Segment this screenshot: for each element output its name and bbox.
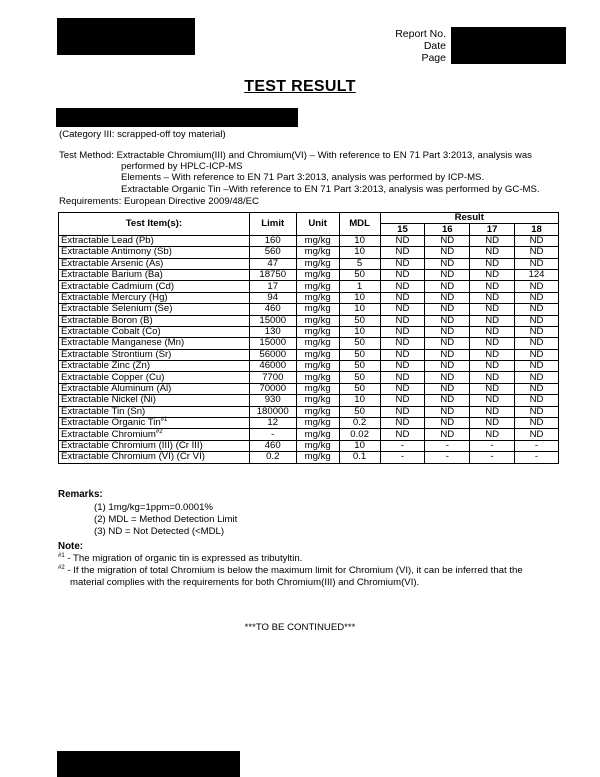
mdl-cell: 50 bbox=[339, 372, 380, 383]
result-cell: ND bbox=[425, 235, 470, 246]
note-2-continuation: material complies with the requirements for both Chromium(III) and Chromium(VI). bbox=[70, 577, 420, 588]
result-cell: - bbox=[470, 452, 515, 463]
mdl-cell: 10 bbox=[339, 235, 380, 246]
footer-redacted bbox=[57, 751, 240, 777]
mdl-cell: 50 bbox=[339, 406, 380, 417]
result-cell: ND bbox=[470, 235, 515, 246]
test-item-name: Extractable Manganese (Mn) bbox=[61, 337, 185, 349]
test-item-name: Extractable Tin (Sn) bbox=[61, 405, 146, 417]
table-row bbox=[59, 406, 559, 417]
limit-cell: 560 bbox=[249, 247, 296, 258]
note-2-text: - If the migration of total Chromium is below the maximum limit for Chromium (VI), it can be inferred that the bbox=[64, 565, 523, 576]
company-logo-redacted bbox=[57, 18, 195, 55]
page-title: TEST RESULT bbox=[244, 78, 356, 95]
date-row bbox=[370, 40, 460, 52]
result-cell: ND bbox=[515, 349, 559, 360]
page-label: Page bbox=[421, 52, 446, 64]
remarks-title: Remarks: bbox=[58, 489, 103, 500]
limit-cell: 12 bbox=[249, 418, 296, 429]
limit-cell: 160 bbox=[249, 235, 296, 246]
test-item-name: Extractable Boron (B) bbox=[61, 314, 153, 326]
test-item-cell bbox=[59, 258, 250, 269]
mdl-cell: 50 bbox=[339, 361, 380, 372]
mdl-cell: 10 bbox=[339, 304, 380, 315]
test-item-cell bbox=[59, 440, 250, 451]
header-sample-17: 17 bbox=[470, 224, 515, 235]
mdl-cell: 1 bbox=[339, 281, 380, 292]
unit-cell: mg/kg bbox=[296, 235, 339, 246]
result-cell: ND bbox=[425, 338, 470, 349]
result-cell: ND bbox=[380, 395, 425, 406]
remark-item: (3) ND = Not Detected (<MDL) bbox=[94, 526, 225, 537]
note-2-mark: #2 bbox=[58, 564, 65, 571]
limit-cell: 56000 bbox=[249, 349, 296, 360]
mdl-cell: 10 bbox=[339, 247, 380, 258]
mdl-cell: 10 bbox=[339, 326, 380, 337]
result-cell: - bbox=[515, 452, 559, 463]
unit-cell: mg/kg bbox=[296, 361, 339, 372]
date-label: Date bbox=[423, 40, 446, 52]
test-item-name: Extractable Organic Tin bbox=[61, 417, 161, 429]
result-cell: ND bbox=[380, 383, 425, 394]
test-item-name: Extractable Arsenic (As) bbox=[61, 257, 164, 269]
limit-cell: - bbox=[249, 429, 296, 440]
limit-cell: 47 bbox=[249, 258, 296, 269]
table-row bbox=[59, 281, 559, 292]
test-item-cell bbox=[59, 338, 250, 349]
table-row bbox=[59, 395, 559, 406]
header-limit: Limit bbox=[249, 213, 296, 236]
test-item-cell bbox=[59, 247, 250, 258]
limit-cell: 70000 bbox=[249, 383, 296, 394]
category-text: (Category III: scrapped-off toy material) bbox=[59, 129, 226, 140]
result-cell: ND bbox=[515, 258, 559, 269]
note-title: Note: bbox=[58, 541, 84, 552]
result-cell: ND bbox=[425, 315, 470, 326]
report-no-label: Report No. bbox=[395, 28, 446, 40]
results-table bbox=[58, 212, 559, 464]
mdl-cell: 5 bbox=[339, 258, 380, 269]
result-cell: ND bbox=[470, 372, 515, 383]
limit-cell: 94 bbox=[249, 292, 296, 303]
test-item-name: Extractable Lead (Pb) bbox=[61, 234, 154, 246]
result-cell: ND bbox=[470, 315, 515, 326]
limit-cell: 460 bbox=[249, 304, 296, 315]
header-sample-16: 16 bbox=[425, 224, 470, 235]
test-item-name: Extractable Chromium (III) (Cr III) bbox=[61, 440, 203, 451]
table-row bbox=[59, 315, 559, 326]
result-cell: ND bbox=[470, 406, 515, 417]
footnote-mark: #2 bbox=[155, 428, 163, 435]
test-item-cell bbox=[59, 326, 250, 337]
result-cell: ND bbox=[470, 304, 515, 315]
unit-cell: mg/kg bbox=[296, 440, 339, 451]
test-item-name: Extractable Mercury (Hg) bbox=[61, 291, 168, 303]
test-item-name: Extractable Nickel (Ni) bbox=[61, 394, 156, 406]
test-item-cell bbox=[59, 383, 250, 394]
table-row bbox=[59, 349, 559, 360]
report-no-row bbox=[370, 28, 460, 40]
result-cell: ND bbox=[515, 235, 559, 246]
test-item-name: Extractable Zinc (Zn) bbox=[61, 360, 151, 372]
result-cell: - bbox=[470, 440, 515, 451]
result-cell: ND bbox=[515, 315, 559, 326]
result-cell: ND bbox=[470, 361, 515, 372]
result-cell: ND bbox=[470, 418, 515, 429]
result-cell: ND bbox=[470, 269, 515, 280]
result-cell: ND bbox=[470, 383, 515, 394]
result-cell: ND bbox=[380, 315, 425, 326]
mdl-cell: 0.02 bbox=[339, 429, 380, 440]
result-cell: ND bbox=[515, 292, 559, 303]
unit-cell: mg/kg bbox=[296, 247, 339, 258]
result-cell: ND bbox=[380, 349, 425, 360]
table-row bbox=[59, 338, 559, 349]
result-cell: ND bbox=[380, 304, 425, 315]
report-meta bbox=[370, 28, 460, 64]
limit-cell: 130 bbox=[249, 326, 296, 337]
mdl-cell: 0.2 bbox=[339, 418, 380, 429]
table-row bbox=[59, 292, 559, 303]
test-item-cell bbox=[59, 452, 250, 463]
limit-cell: 180000 bbox=[249, 406, 296, 417]
mdl-cell: 10 bbox=[339, 440, 380, 451]
test-item-cell bbox=[59, 235, 250, 246]
result-cell: ND bbox=[470, 326, 515, 337]
result-cell: ND bbox=[470, 258, 515, 269]
mdl-cell: 10 bbox=[339, 292, 380, 303]
mdl-cell: 50 bbox=[339, 349, 380, 360]
test-item-name: Extractable Copper (Cu) bbox=[61, 371, 165, 383]
limit-cell: 0.2 bbox=[249, 452, 296, 463]
header-unit: Unit bbox=[296, 213, 339, 236]
result-cell: ND bbox=[425, 383, 470, 394]
result-cell: ND bbox=[380, 338, 425, 349]
unit-cell: mg/kg bbox=[296, 338, 339, 349]
result-cell: ND bbox=[470, 338, 515, 349]
limit-cell: 15000 bbox=[249, 315, 296, 326]
result-cell: ND bbox=[380, 258, 425, 269]
unit-cell: mg/kg bbox=[296, 406, 339, 417]
unit-cell: mg/kg bbox=[296, 429, 339, 440]
test-item-cell bbox=[59, 269, 250, 280]
test-item-cell bbox=[59, 349, 250, 360]
table-row bbox=[59, 361, 559, 372]
result-cell: ND bbox=[380, 429, 425, 440]
test-item-cell bbox=[59, 292, 250, 303]
limit-cell: 18750 bbox=[249, 269, 296, 280]
result-cell: - bbox=[425, 452, 470, 463]
result-cell: ND bbox=[515, 372, 559, 383]
unit-cell: mg/kg bbox=[296, 372, 339, 383]
result-cell: - bbox=[380, 452, 425, 463]
result-cell: ND bbox=[470, 292, 515, 303]
unit-cell: mg/kg bbox=[296, 292, 339, 303]
result-cell: ND bbox=[380, 418, 425, 429]
mdl-cell: 50 bbox=[339, 269, 380, 280]
test-item-cell bbox=[59, 315, 250, 326]
header-test-item: Test Item(s): bbox=[59, 213, 250, 236]
header-sample-15: 15 bbox=[380, 224, 425, 235]
result-cell: - bbox=[380, 440, 425, 451]
mdl-cell: 50 bbox=[339, 315, 380, 326]
report-info-redacted bbox=[451, 27, 566, 64]
result-cell: ND bbox=[515, 418, 559, 429]
limit-cell: 930 bbox=[249, 395, 296, 406]
limit-cell: 46000 bbox=[249, 361, 296, 372]
remark-item: (2) MDL = Method Detection Limit bbox=[94, 514, 238, 525]
test-item-cell bbox=[59, 304, 250, 315]
limit-cell: 15000 bbox=[249, 338, 296, 349]
table-row bbox=[59, 247, 559, 258]
result-cell: ND bbox=[380, 292, 425, 303]
note-1 bbox=[58, 553, 302, 565]
result-cell: ND bbox=[470, 349, 515, 360]
result-cell: - bbox=[515, 440, 559, 451]
test-item-cell bbox=[59, 406, 250, 417]
result-cell: ND bbox=[515, 304, 559, 315]
results-body bbox=[59, 235, 559, 463]
result-cell: ND bbox=[380, 235, 425, 246]
table-row bbox=[59, 235, 559, 246]
result-cell: ND bbox=[515, 247, 559, 258]
unit-cell: mg/kg bbox=[296, 281, 339, 292]
mdl-cell: 50 bbox=[339, 338, 380, 349]
result-cell: ND bbox=[425, 349, 470, 360]
unit-cell: mg/kg bbox=[296, 258, 339, 269]
test-item-name: Extractable Chromium (VI) (Cr VI) bbox=[61, 451, 205, 463]
limit-cell: 7700 bbox=[249, 372, 296, 383]
header-result: Result bbox=[380, 213, 558, 224]
test-item-name: Extractable Cobalt (Co) bbox=[61, 326, 161, 338]
table-row bbox=[59, 383, 559, 394]
continued-text: ***TO BE CONTINUED*** bbox=[244, 622, 356, 633]
test-method-line-3: Elements – With reference to EN 71 Part 3:2013, analysis was performed by ICP-MS. bbox=[121, 172, 485, 183]
result-cell: 124 bbox=[515, 269, 559, 280]
table-row bbox=[59, 452, 559, 463]
result-cell: ND bbox=[425, 247, 470, 258]
note-1-text: - The migration of organic tin is expressed as tributyltin. bbox=[64, 553, 303, 564]
header-mdl: MDL bbox=[339, 213, 380, 236]
result-cell: ND bbox=[470, 429, 515, 440]
result-cell: ND bbox=[380, 361, 425, 372]
note-1-mark: #1 bbox=[58, 552, 65, 559]
mdl-cell: 50 bbox=[339, 383, 380, 394]
result-cell: ND bbox=[515, 395, 559, 406]
unit-cell: mg/kg bbox=[296, 395, 339, 406]
table-row bbox=[59, 326, 559, 337]
test-item-cell bbox=[59, 281, 250, 292]
test-item-name: Extractable Selenium (Se) bbox=[61, 303, 173, 315]
table-row bbox=[59, 418, 559, 429]
remark-item: (1) 1mg/kg=1ppm=0.0001% bbox=[94, 502, 213, 513]
test-method-line-4: Extractable Organic Tin –With reference to EN 71 Part 3:2013, analysis was performed by GC-MS. bbox=[121, 184, 540, 195]
result-cell: ND bbox=[425, 304, 470, 315]
result-cell: ND bbox=[515, 429, 559, 440]
unit-cell: mg/kg bbox=[296, 452, 339, 463]
unit-cell: mg/kg bbox=[296, 269, 339, 280]
result-cell: ND bbox=[425, 418, 470, 429]
header-sample-18: 18 bbox=[515, 224, 559, 235]
result-cell: ND bbox=[515, 281, 559, 292]
table-row bbox=[59, 429, 559, 440]
result-cell: ND bbox=[380, 406, 425, 417]
test-item-name: Extractable Chromium bbox=[61, 428, 156, 440]
test-method-line-2: performed by HPLC-ICP-MS bbox=[121, 161, 243, 172]
unit-cell: mg/kg bbox=[296, 383, 339, 394]
test-item-name: Extractable Antimony (Sb) bbox=[61, 246, 172, 258]
test-item-name: Extractable Cadmium (Cd) bbox=[61, 280, 175, 292]
result-cell: ND bbox=[470, 247, 515, 258]
test-item-name: Extractable Strontium (Sr) bbox=[61, 348, 172, 360]
result-cell: ND bbox=[515, 383, 559, 394]
result-cell: ND bbox=[425, 326, 470, 337]
result-cell: ND bbox=[425, 269, 470, 280]
result-cell: ND bbox=[425, 258, 470, 269]
note-2 bbox=[58, 565, 523, 577]
result-cell: ND bbox=[380, 372, 425, 383]
result-cell: ND bbox=[380, 281, 425, 292]
result-cell: ND bbox=[515, 326, 559, 337]
unit-cell: mg/kg bbox=[296, 326, 339, 337]
result-cell: ND bbox=[425, 281, 470, 292]
result-cell: ND bbox=[515, 338, 559, 349]
result-cell: ND bbox=[425, 361, 470, 372]
mdl-cell: 10 bbox=[339, 395, 380, 406]
result-cell: ND bbox=[380, 247, 425, 258]
result-cell: ND bbox=[380, 326, 425, 337]
result-cell: ND bbox=[425, 429, 470, 440]
result-cell: ND bbox=[515, 406, 559, 417]
table-row bbox=[59, 258, 559, 269]
result-cell: ND bbox=[515, 361, 559, 372]
result-cell: ND bbox=[380, 269, 425, 280]
sample-name-redacted bbox=[56, 108, 298, 127]
test-item-cell bbox=[59, 429, 250, 440]
test-item-name: Extractable Barium (Ba) bbox=[61, 269, 163, 281]
result-cell: ND bbox=[470, 395, 515, 406]
unit-cell: mg/kg bbox=[296, 304, 339, 315]
mdl-cell: 0.1 bbox=[339, 452, 380, 463]
unit-cell: mg/kg bbox=[296, 315, 339, 326]
page-row bbox=[370, 52, 460, 64]
result-cell: ND bbox=[425, 292, 470, 303]
limit-cell: 17 bbox=[249, 281, 296, 292]
footnote-mark: #1 bbox=[160, 417, 168, 424]
test-item-cell bbox=[59, 372, 250, 383]
test-item-name: Extractable Aluminum (Al) bbox=[61, 383, 172, 395]
table-row bbox=[59, 372, 559, 383]
result-cell: ND bbox=[425, 372, 470, 383]
test-method-line-1: Test Method: Extractable Chromium(III) and Chromium(VI) – With reference to EN 71 Part 3:2013, analysis was bbox=[59, 150, 532, 161]
test-item-cell bbox=[59, 395, 250, 406]
result-cell: ND bbox=[425, 406, 470, 417]
requirements-text: Requirements: European Directive 2009/48/EC bbox=[59, 196, 259, 207]
limit-cell: 460 bbox=[249, 440, 296, 451]
test-item-cell bbox=[59, 418, 250, 429]
result-cell: - bbox=[425, 440, 470, 451]
result-cell: ND bbox=[470, 281, 515, 292]
unit-cell: mg/kg bbox=[296, 349, 339, 360]
unit-cell: mg/kg bbox=[296, 418, 339, 429]
table-row bbox=[59, 304, 559, 315]
test-item-cell bbox=[59, 361, 250, 372]
result-cell: ND bbox=[425, 395, 470, 406]
table-row bbox=[59, 440, 559, 451]
table-row bbox=[59, 269, 559, 280]
